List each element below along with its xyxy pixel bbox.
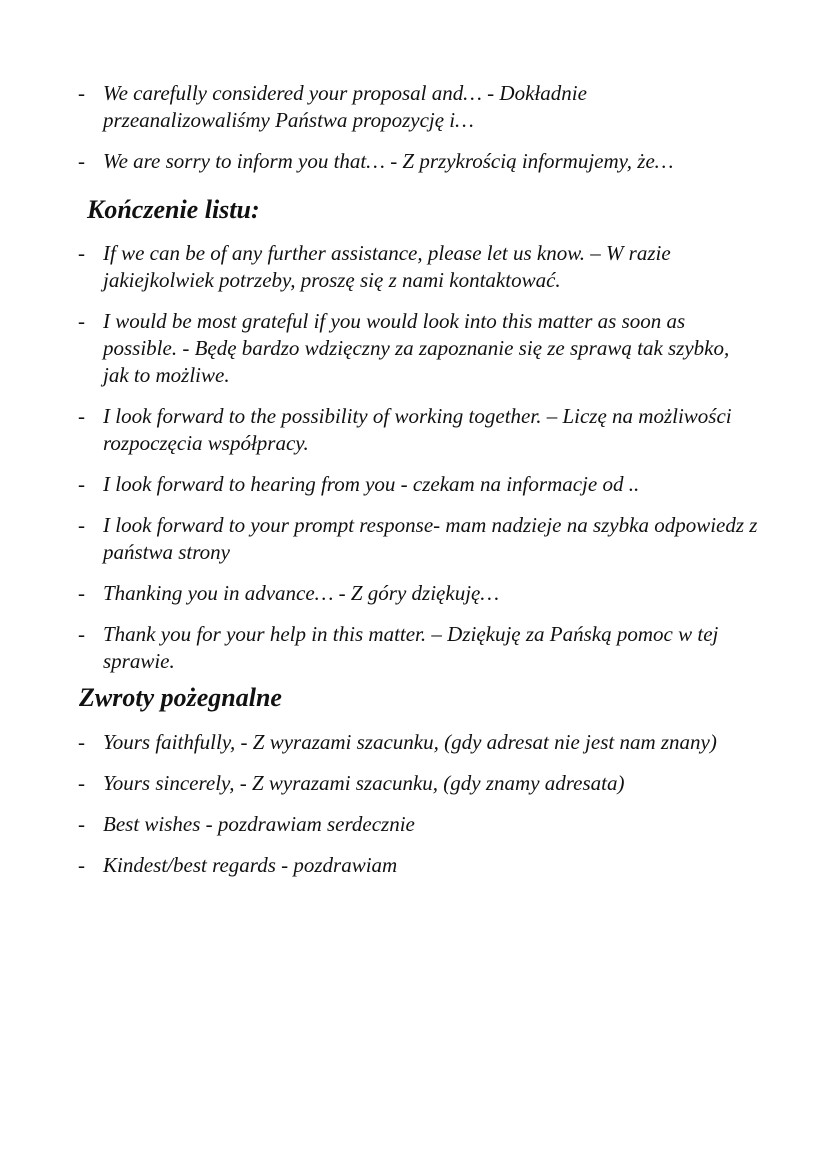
list-item [78,240,758,294]
item-text: Thank you for your help in this matter. – Dziękuję za Pańską pomoc w tej sprawie. [103,622,719,673]
item-text: We are sorry to inform you that… - Z przykrością informujemy, że… [103,149,674,173]
list-item [78,80,758,134]
item-text: Kindest/best regards - pozdrawiam [103,853,398,877]
item-text: I look forward to the possibility of working together. – Liczę na możliwości rozpoczęcia współpracy. [103,404,732,455]
item-text: Best wishes - pozdrawiam serdecznie [103,812,415,836]
list-item [78,621,758,675]
bullet-dash: - [78,581,85,605]
item-text: If we can be of any further assistance, please let us know. – W razie jakiejkolwiek potrzeby, proszę się z nami kontaktować. [103,241,671,292]
item-text: I look forward to hearing from you - czekam na informacje od .. [103,472,640,496]
bullet-dash: - [78,309,85,333]
bullet-dash: - [78,513,85,537]
bullet-dash: - [78,472,85,496]
farewell-phrase-list [78,729,758,893]
bullet-dash: - [78,81,85,105]
list-item [78,512,758,566]
bullet-dash: - [78,149,85,173]
item-text: Yours sincerely, - Z wyrazami szacunku, (gdy znamy adresata) [103,771,625,795]
item-text: We carefully considered your proposal and… - Dokładnie przeanalizowaliśmy Państwa propozycję i… [103,81,587,132]
bullet-dash: - [78,241,85,265]
item-text: Thanking you in advance… - Z góry dziękuję… [103,581,500,605]
list-item [78,403,758,457]
section-heading-closing: Kończenie listu: [87,195,260,224]
intro-phrase-list [78,80,758,189]
bullet-dash: - [78,404,85,428]
list-item [78,811,758,838]
closing-phrase-list [78,240,758,689]
list-item [78,852,758,879]
list-item [78,580,758,607]
bullet-dash: - [78,853,85,877]
list-item [78,148,758,175]
item-text: I would be most grateful if you would look into this matter as soon as possible. - Będę bardzo wdzięczny za zapoznanie się ze sprawą tak szybko, jak to możliwe. [103,309,730,387]
item-text: I look forward to your prompt response- mam nadzieje na szybka odpowiedz z państwa strony [103,513,758,564]
list-item [78,770,758,797]
list-item [78,471,758,498]
bullet-dash: - [78,812,85,836]
item-text: Yours faithfully, - Z wyrazami szacunku, (gdy adresat nie jest nam znany) [103,730,717,754]
list-item [78,308,758,389]
bullet-dash: - [78,771,85,795]
list-item [78,729,758,756]
bullet-dash: - [78,730,85,754]
section-heading-farewell: Zwroty pożegnalne [79,683,282,712]
bullet-dash: - [78,622,85,646]
